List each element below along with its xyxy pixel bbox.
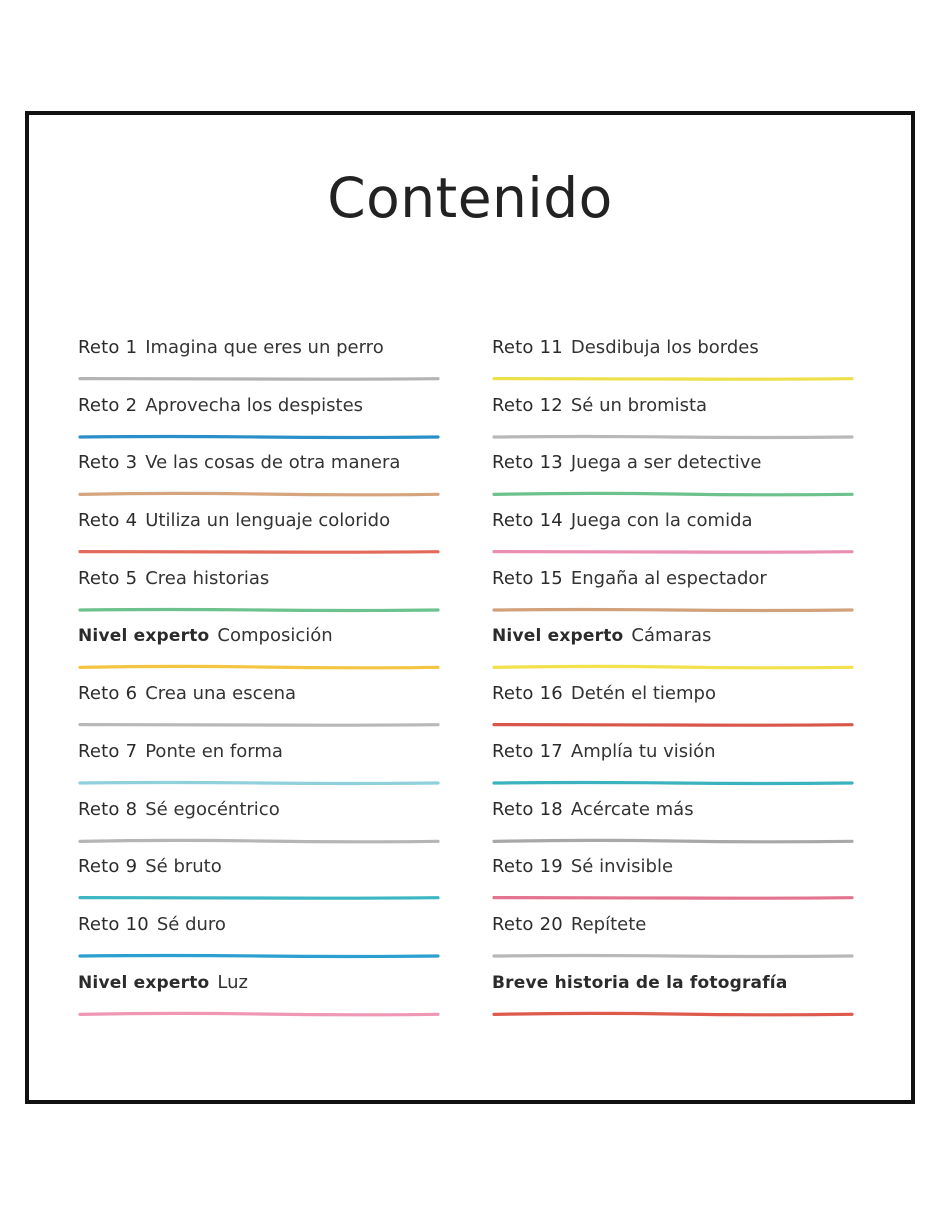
contents-entry-text (492, 337, 759, 359)
contents-entry[interactable] (78, 445, 440, 503)
entry-title: Juega a ser detective (570, 452, 762, 474)
contents-entry[interactable] (492, 965, 854, 1023)
entry-label: Nivel experto (78, 626, 210, 647)
entry-label: Nivel experto (78, 972, 210, 993)
entry-label: Reto 3 (78, 452, 138, 474)
contents-entry-text (492, 741, 716, 763)
colored-underline (492, 894, 854, 902)
contents-entry[interactable] (78, 907, 440, 965)
entry-title: Utiliza un lenguaje colorido (145, 510, 391, 532)
contents-entry-text (492, 452, 761, 474)
entry-title: Crea historias (145, 567, 270, 589)
contents-entry-text (492, 510, 753, 532)
entry-label: Reto 17 (492, 740, 563, 762)
contents-entry[interactable] (78, 618, 440, 676)
colored-underline (78, 375, 440, 383)
entry-label: Reto 14 (492, 510, 563, 532)
entry-title: Sé egocéntrico (145, 798, 280, 820)
entry-title: Aprovecha los despistes (145, 394, 364, 416)
colored-underline (492, 779, 854, 787)
colored-underline (492, 663, 854, 671)
entry-title: Ve las cosas de otra manera (145, 452, 401, 474)
contents-entry[interactable] (492, 676, 854, 734)
entry-label: Reto 2 (78, 394, 138, 416)
contents-entry-text (492, 799, 694, 821)
entry-label: Reto 19 (492, 856, 563, 878)
colored-underline (78, 721, 440, 729)
contents-entry-text (492, 856, 673, 878)
entry-title: Imagina que eres un perro (145, 337, 384, 358)
entry-label: Breve historia de la fotografía (492, 972, 788, 993)
contents-entry[interactable] (492, 792, 854, 850)
entry-title: Acércate más (570, 798, 694, 820)
entry-label: Reto 11 (492, 337, 563, 358)
colored-underline (78, 663, 440, 671)
contents-entry-text (78, 972, 248, 994)
colored-underline (78, 1010, 440, 1018)
entry-label: Reto 6 (78, 683, 138, 705)
colored-underline (78, 837, 440, 845)
entry-title: Detén el tiempo (570, 683, 716, 705)
entry-label: Reto 9 (78, 856, 138, 878)
entry-label: Nivel experto (492, 626, 624, 647)
contents-entry-text (78, 683, 296, 705)
colored-underline (492, 952, 854, 960)
entry-title: Sé bruto (145, 856, 222, 878)
contents-entry-text (492, 914, 646, 936)
contents-entry-text (78, 337, 384, 359)
contents-entry-text (492, 568, 767, 590)
colored-underline (492, 548, 854, 556)
contents-entry[interactable] (492, 330, 854, 388)
contents-entry-text (78, 510, 390, 532)
colored-underline (78, 606, 440, 614)
contents-entry[interactable] (492, 849, 854, 907)
entry-title: Desdibuja los bordes (570, 337, 759, 358)
colored-underline (492, 606, 854, 614)
contents-entry-text (78, 395, 363, 417)
entry-title: Sé invisible (570, 856, 674, 878)
contents-entry[interactable] (78, 792, 440, 850)
contents-entry[interactable] (78, 388, 440, 446)
entry-label: Reto 1 (78, 337, 138, 358)
contents-entry-text (492, 972, 788, 994)
contents-entry[interactable] (492, 388, 854, 446)
contents-column-right (492, 330, 854, 1022)
entry-label: Reto 12 (492, 394, 563, 416)
entry-label: Reto 16 (492, 683, 563, 705)
contents-entry-text (492, 683, 716, 705)
entry-title: Repítete (570, 913, 647, 935)
contents-entry[interactable] (78, 849, 440, 907)
colored-underline (492, 433, 854, 441)
colored-underline (492, 721, 854, 729)
entry-title: Amplía tu visión (570, 740, 716, 762)
colored-underline (78, 490, 440, 498)
contents-entry-text (492, 395, 707, 417)
contents-entry-text (78, 741, 283, 763)
contents-entry[interactable] (492, 503, 854, 561)
entry-label: Reto 5 (78, 567, 138, 589)
entry-label: Reto 8 (78, 798, 138, 820)
entry-title: Sé un bromista (570, 394, 708, 416)
entry-label: Reto 15 (492, 567, 563, 589)
entry-label: Reto 18 (492, 798, 563, 820)
colored-underline (492, 375, 854, 383)
colored-underline (492, 837, 854, 845)
colored-underline (78, 548, 440, 556)
contents-entry-text (78, 856, 222, 878)
colored-underline (78, 433, 440, 441)
entry-title: Juega con la comida (570, 510, 753, 532)
entry-title: Luz (217, 971, 248, 993)
entry-title: Crea una escena (145, 683, 297, 705)
contents-entry[interactable] (78, 676, 440, 734)
contents-entry-text (78, 625, 333, 647)
entry-label: Reto 7 (78, 740, 138, 762)
contents-entry-text (78, 452, 400, 474)
contents-entry[interactable] (492, 561, 854, 619)
colored-underline (492, 1010, 854, 1018)
contents-entry[interactable] (78, 965, 440, 1023)
entry-title: Cámaras (631, 625, 712, 647)
contents-entry[interactable] (78, 503, 440, 561)
contents-entry-text (492, 625, 711, 647)
contents-entry-text (78, 914, 226, 936)
entry-label: Reto 10 (78, 913, 149, 935)
contents-entry-text (78, 799, 280, 821)
colored-underline (78, 779, 440, 787)
entry-title: Engaña al espectador (570, 567, 767, 589)
contents-entry[interactable] (492, 907, 854, 965)
page-title: Contenido (327, 166, 613, 230)
contents-entry[interactable] (492, 445, 854, 503)
contents-column-left (78, 330, 440, 1022)
entry-label: Reto 13 (492, 452, 563, 474)
entry-label: Reto 4 (78, 510, 138, 532)
contents-entry[interactable] (78, 561, 440, 619)
entry-title: Composición (217, 625, 333, 647)
entry-title: Sé duro (156, 913, 226, 935)
contents-page-frame (25, 111, 915, 1104)
colored-underline (492, 490, 854, 498)
entry-label: Reto 20 (492, 913, 563, 935)
entry-title: Ponte en forma (145, 740, 283, 762)
contents-entry[interactable] (78, 734, 440, 792)
contents-entry[interactable] (492, 618, 854, 676)
contents-entry[interactable] (78, 330, 440, 388)
contents-entry-text (78, 568, 269, 590)
colored-underline (78, 894, 440, 902)
colored-underline (78, 952, 440, 960)
contents-entry[interactable] (492, 734, 854, 792)
